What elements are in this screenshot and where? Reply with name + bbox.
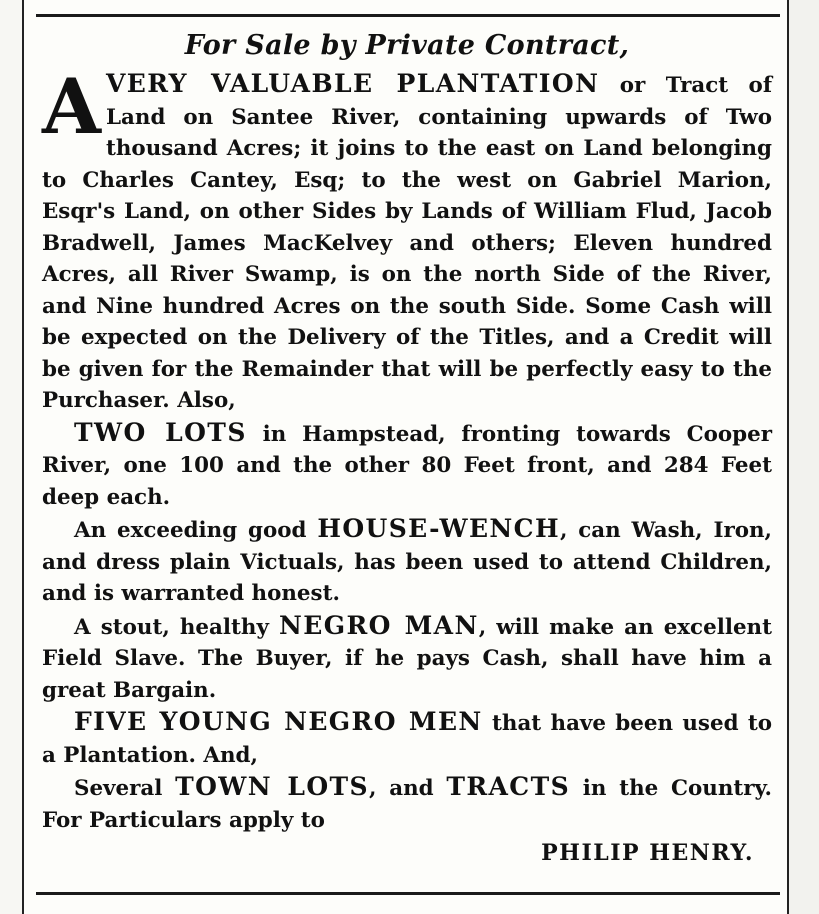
advertisement: [42, 28, 772, 870]
five-body: that have been used to a Plantation. And,: [42, 711, 772, 768]
house-pre: An exceeding good: [74, 518, 318, 543]
intro-caps: VERY VALUABLE PLANTATION: [106, 69, 600, 98]
lots-body: in Hampstead, fronting towards Cooper River, one 100 and the other 80 Feet front, and 284 Feet deep each.: [42, 421, 773, 510]
stout-body: , will make an excellent Field Slave. The Buyer, if he pays Cash, shall have him a great Bargain.: [42, 614, 772, 703]
adjacent-column-left: [0, 0, 22, 914]
column-rule-right: [787, 0, 789, 914]
house-caps: HOUSE-WENCH: [317, 514, 560, 543]
intro-body: Tract of Land on Santee River, containing upwards of Two thousand Acres; it joins to the east on Land belonging to Charles Cantey, Esq; to the west on Gabriel Marion, Esqr's Land, on other Sides by Lands of William Flud, Jacob Bradwell, James MacKelvey and others; Eleven hundred Acres, all River Swamp, is on the north Side of the River, and Nine hundred Acres on the south Side. Some Cash will be expected on the Delivery of the Titles, and a Credit will be given for the Remainder that will be perfectly easy to the Purchaser. Also,: [42, 73, 773, 413]
several-body: in the Country. For Particulars apply to: [42, 776, 772, 833]
five-men-paragraph: [42, 706, 772, 771]
drop-cap: A: [42, 62, 101, 151]
intro-paragraph: [42, 62, 773, 417]
intro-caps-tail: or: [599, 73, 646, 98]
house-body: , can Wash, Iron, and dress plain Victuals, has been used to attend Children, and is warranted honest.: [42, 518, 772, 606]
stout-caps: NEGRO MAN: [279, 610, 479, 640]
negro-man-paragraph: [42, 610, 772, 707]
lots-caps: TWO LOTS: [74, 417, 247, 447]
top-divider-rule: [36, 14, 780, 17]
adjacent-column-right: [789, 0, 819, 914]
lots-paragraph: [42, 417, 772, 514]
intro-text: [42, 62, 773, 417]
several-pre: Several: [74, 776, 176, 801]
several-caps-1: TOWN LOTS: [175, 772, 370, 801]
column-rule-left: [22, 0, 24, 914]
signature: PHILIP HENRY.: [541, 840, 754, 866]
town-lots-paragraph: [42, 771, 772, 836]
several-mid: , and: [369, 776, 447, 801]
house-wench-paragraph: [42, 513, 772, 610]
bottom-divider-rule: [36, 892, 780, 895]
stout-pre: A stout, healthy: [74, 614, 279, 640]
several-caps-2: TRACTS: [446, 772, 571, 801]
five-caps: FIVE YOUNG NEGRO MEN: [74, 707, 483, 736]
ad-heading: For Sale by Private Contract,: [184, 30, 630, 61]
